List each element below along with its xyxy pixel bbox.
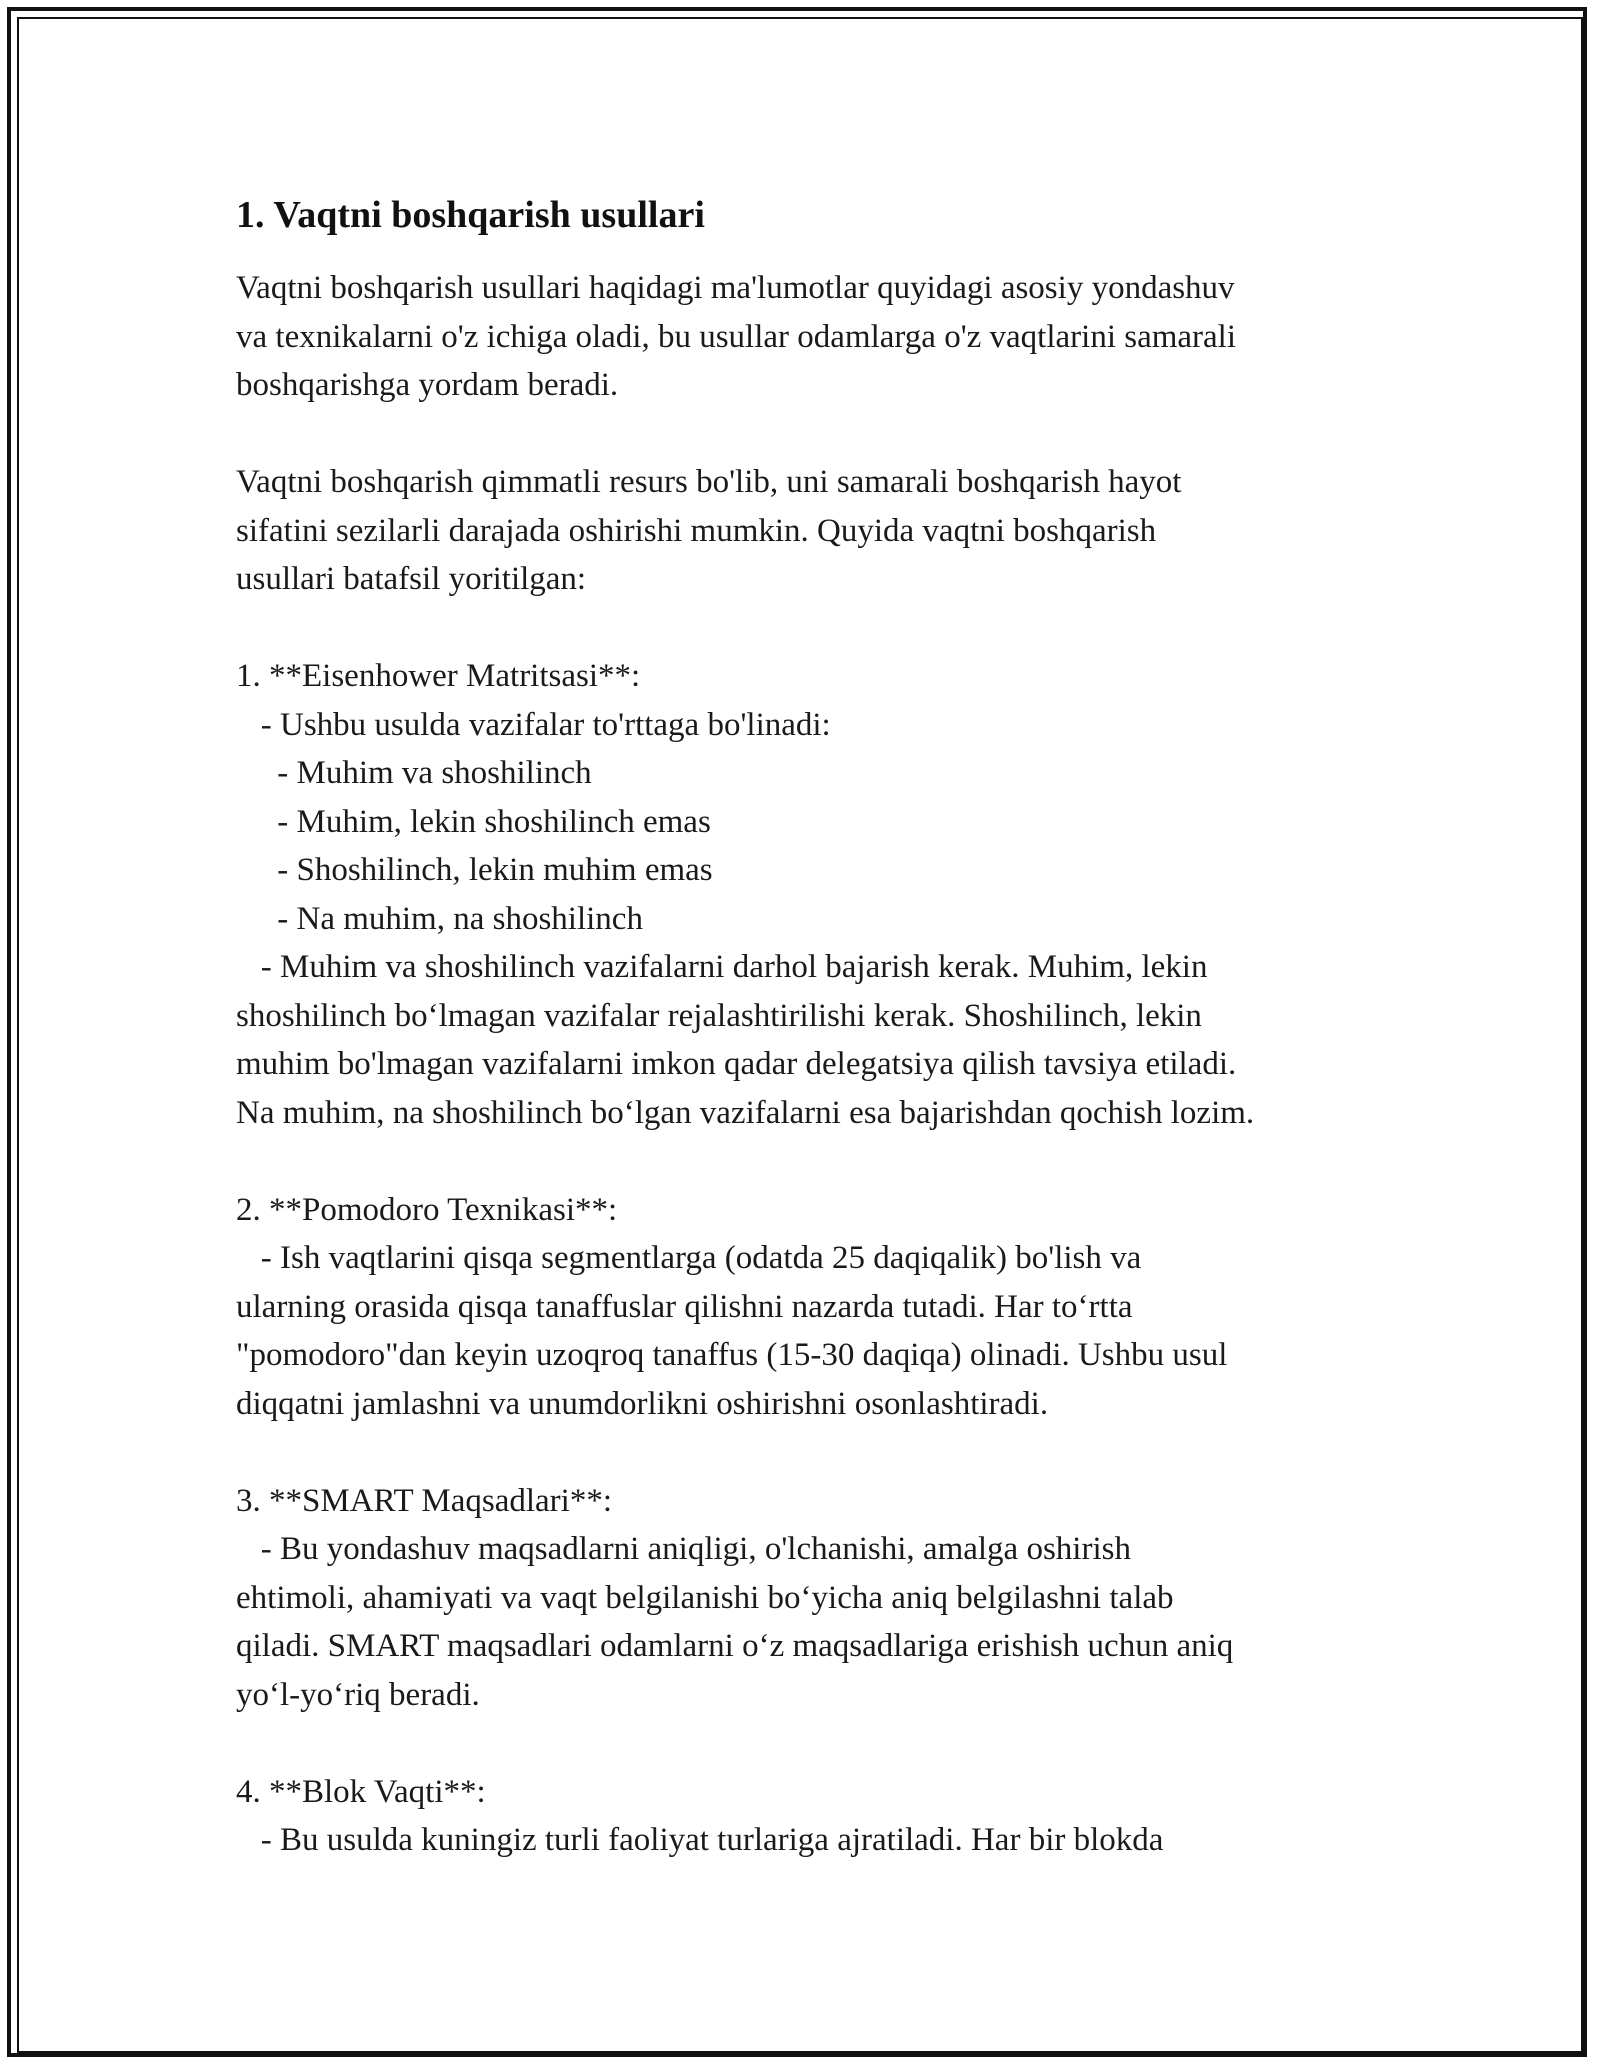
text-line: muhim bo'lmagan vazifalarni imkon qadar delegatsiya qilish tavsiya etiladi.	[236, 1046, 1237, 1082]
section-smart	[236, 1477, 1386, 1720]
section-heading: 3. **SMART Maqsadlari**:	[236, 1482, 612, 1519]
section-heading: 4. **Blok Vaqti**:	[236, 1773, 486, 1810]
list-item: - Ish vaqtlarini qisqa segmentlarga (odatda 25 daqiqalik) bo'lish va	[236, 1240, 1142, 1276]
text-line: "pomodoro"dan keyin uzoqroq tanaffus (15-30 daqiqa) olinadi. Ushbu usul	[236, 1337, 1228, 1373]
section-blok-vaqti	[236, 1768, 1386, 1865]
text-line: ularning orasida qisqa tanaffuslar qilishni nazarda tutadi. Har to‘rtta	[236, 1288, 1133, 1325]
text-line: Na muhim, na shoshilinch bo‘lgan vazifalarni esa bajarishdan qochish lozim.	[236, 1094, 1255, 1131]
text-line: Vaqtni boshqarish usullari haqidagi ma'lumotlar quyidagi asosiy yondashuv	[236, 270, 1235, 306]
paragraph-gap	[236, 604, 1386, 653]
document-body	[236, 190, 1386, 1865]
paragraph-gap	[236, 1719, 1386, 1768]
section-heading: 1. **Eisenhower Matritsasi**:	[236, 658, 641, 694]
text-line: diqqatni jamlashni va unumdorlikni oshirishni osonlashtiradi.	[236, 1385, 1049, 1422]
list-item: - Muhim, lekin shoshilinch emas	[236, 803, 711, 840]
list-item: - Muhim va shoshilinch vazifalarni darhol bajarish kerak. Muhim, lekin	[236, 949, 1208, 985]
paragraph-gap	[236, 1428, 1386, 1477]
list-item: - Muhim va shoshilinch	[236, 755, 592, 791]
text-line: sifatini sezilarli darajada oshirishi mumkin. Quyida vaqtni boshqarish	[236, 512, 1157, 549]
text-line: ehtimoli, ahamiyati va vaqt belgilanishi bo‘yicha aniq belgilashni talab	[236, 1579, 1174, 1616]
document-title: 1. Vaqtni boshqarish usullari	[236, 194, 705, 236]
list-item: - Na muhim, na shoshilinch	[236, 900, 643, 937]
paragraph-gap	[236, 1137, 1386, 1186]
text-line: qiladi. SMART maqsadlari odamlarni o‘z maqsadlariga erishish uchun aniq	[236, 1628, 1234, 1664]
section-heading: 2. **Pomodoro Texnikasi**:	[236, 1191, 618, 1228]
list-item: - Bu yondashuv maqsadlarni aniqligi, o'lchanishi, amalga oshirish	[236, 1531, 1131, 1567]
text-line: usullari batafsil yoritilgan:	[236, 561, 587, 597]
text-line: va texnikalarni o'z ichiga oladi, bu usullar odamlarga o'z vaqtlarini samarali	[236, 318, 1237, 355]
list-item: - Bu usulda kuningiz turli faoliyat turlariga ajratiladi. Har bir blokda	[236, 1822, 1164, 1858]
intro-paragraph	[236, 264, 1386, 410]
second-paragraph	[236, 458, 1386, 604]
text-line: shoshilinch bo‘lmagan vazifalar rejalashtirilishi kerak. Shoshilinch, lekin	[236, 997, 1202, 1034]
text-line: yo‘l-yo‘riq beradi.	[236, 1676, 480, 1713]
section-eisenhower	[236, 652, 1386, 1137]
text-line: boshqarishga yordam beradi.	[236, 367, 619, 403]
list-item: - Shoshilinch, lekin muhim emas	[236, 852, 713, 888]
paragraph-gap	[236, 410, 1386, 459]
section-pomodoro	[236, 1186, 1386, 1429]
text-line: Vaqtni boshqarish qimmatli resurs bo'lib, uni samarali boshqarish hayot	[236, 464, 1182, 500]
list-item: - Ushbu usulda vazifalar to'rttaga bo'linadi:	[236, 706, 831, 743]
